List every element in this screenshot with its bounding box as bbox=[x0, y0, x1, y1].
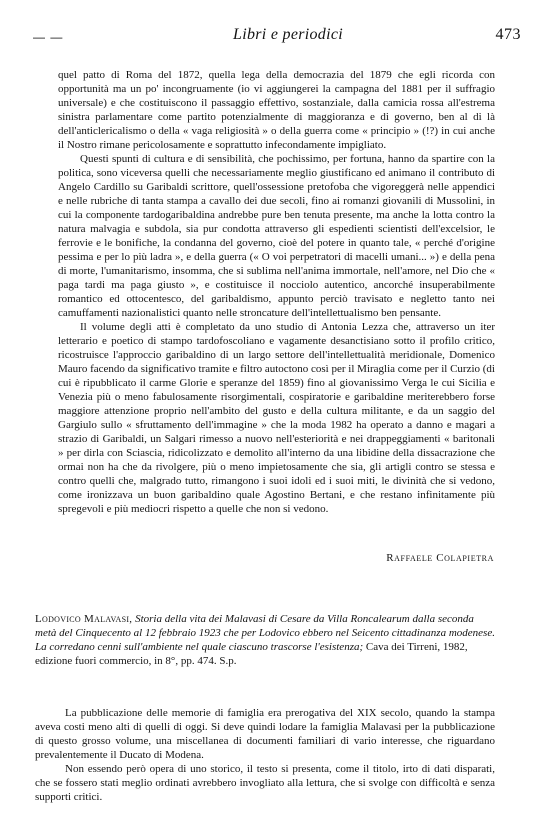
reviewer-signature: Raffaele Colapietra bbox=[386, 552, 494, 564]
book-citation bbox=[35, 612, 495, 668]
review-body bbox=[58, 68, 495, 516]
paragraph-3: Il volume degli atti è completato da uno studio di Antonia Lezza che, attraverso un iter letterario e poetico di stampo tardofoscoliano e vagamente desanctisiano sotto il profilo critico, ricostruisce l'approccio garibaldino di un largo settore dell'intellettualità meridionale, Domenico Mauro facendo da significativo tramite e filtro autoctono così per il Miraglia come per il Curzio (di cui è ripubblicato il carme Glorie e speranze del 1859) fino al giovanissimo Verga le cui Sicilia e Venezia più o meno fabulosamente risorgimentali, cospiratorie e garibaldine meriterebbero forse maggiore attenzione proprio nell'ambito del gusto e della cultura militante, e da un saggio del Gargiulo sullo « sfruttamento dell'immagine » che la moda 1982 ha operato a danno e magari a strazio di Garibaldi, un Salgari rimesso a nuovo nell'esteriorità e nei drappeggiamenti « baritonali » per dirla con Sciascia, ridicolizzato e demolito all'interno da una libidine della dissacrazione che ormai non ha che da rivolgere, più o meno impietosamente che sia, gli artigli contro se stessa e contro quelli che, malgrado tutto, rimangono i suoi idoli ed i suoi miti, le divinità che si vedono, come ironizzava un buon garibaldino quale Agostino Bertani, e che restano infinitamente più spregevoli e più mediocri rispetto a quelle che non si vedono. bbox=[58, 321, 495, 515]
header-rule: — — bbox=[33, 30, 64, 44]
citation-title: Storia della vita dei Malavasi di Cesare da Villa Roncalearum dalla seconda metà del Cinquecento al 12 febbraio 1923 che per Lodovico ebbero nel Seicento cittadinanza modenese. La corredano cenni sull'ambiente nel quale ciascuno trascorse l'esistenza; bbox=[35, 613, 495, 653]
section-title: Libri e periodici bbox=[233, 26, 343, 43]
citation-author: Lodovico Malavasi, bbox=[35, 613, 133, 625]
review2-paragraph-1: La pubblicazione delle memorie di famiglia era prerogativa del XIX secolo, quando la stampa aveva costi meno alti di quelli di oggi. Si deve quindi lodare la famiglia Malavasi per la pubblicazione di questo grosso volume, una miscellanea di documenti familiari di vario interesse, che riguardano prevalentemente il Ducato di Modena. bbox=[35, 707, 495, 761]
paragraph-2: Questi spunti di cultura e di sensibilità, che pochissimo, per fortuna, hanno da spartire con la politica, sono viceversa quelli che necessariamente meglio giustificano ed animano il contributo di Angelo Cardillo su Garibaldi scrittore, quell'ossessione pretofoba che vigoreggerà nelle appendici e nelle rubriche di tanta stampa a cavallo dei due secoli, fino ai romanzi giovanili di Mussolini, in cui la componente tardogaribaldina andrebbe pure ben tenuta presente, ma anche la lotta contro la natura malvagia e subdola, sia pur condotta attraverso gli espedienti scientisti dell'excelsior, le ferrovie e le bonifiche, la condanna del governo, cioè del potere in quanto tale, « perché d'origine pessima e per lo più ladra », e della guerra (« O voi perpetratori di macelli umani... ») e della pena di morte, l'umanitarismo, insomma, che si sublima nell'anima immortale, nell'amore, nel Dio che « paga tardi ma paga giusto », e costituisce il nocciolo autentico, ancorché insuperabilmente romantico ed ottocentesco, del garibaldismo, appunto perciò travisato e negletto tanto nei camuffamenti nazionalistici quanto nelle stroncature dell'intellettualismo ben pensante. bbox=[58, 153, 495, 319]
paragraph-1: quel patto di Roma del 1872, quella lega della democrazia del 1879 che egli ricorda con opportunità ma un po' incongruamente (io vi aggiungerei la campagna del 1881 per il suffragio universale) e che costituiscono il passaggio effettivo, sostanziale, dalla camicia rossa all'estrema sinistra parlamentare come partito potenzialmente di maggioranza e di governo, ben al di là dell'anticlericalismo o della « vaga religiosità » o della guerra come « principio » (!?) in cui anche il Nostro rimane pericolosamente e soprattutto infecondamente impigliato. bbox=[58, 69, 495, 151]
review2-paragraph-2: Non essendo però opera di uno storico, il testo si presenta, come il titolo, irto di dati disparati, che se fossero stati meglio ordinati avrebbero invogliato alla lettura, che si svolge con difficoltà e senza supporti critici. bbox=[35, 763, 495, 803]
page-number: 473 bbox=[495, 26, 521, 43]
citation-details: Cava dei Tirreni, 1982, edizione fuori commercio, in 8°, pp. 474. S.p. bbox=[35, 641, 468, 667]
running-header bbox=[33, 26, 521, 52]
second-review-body bbox=[35, 706, 495, 804]
